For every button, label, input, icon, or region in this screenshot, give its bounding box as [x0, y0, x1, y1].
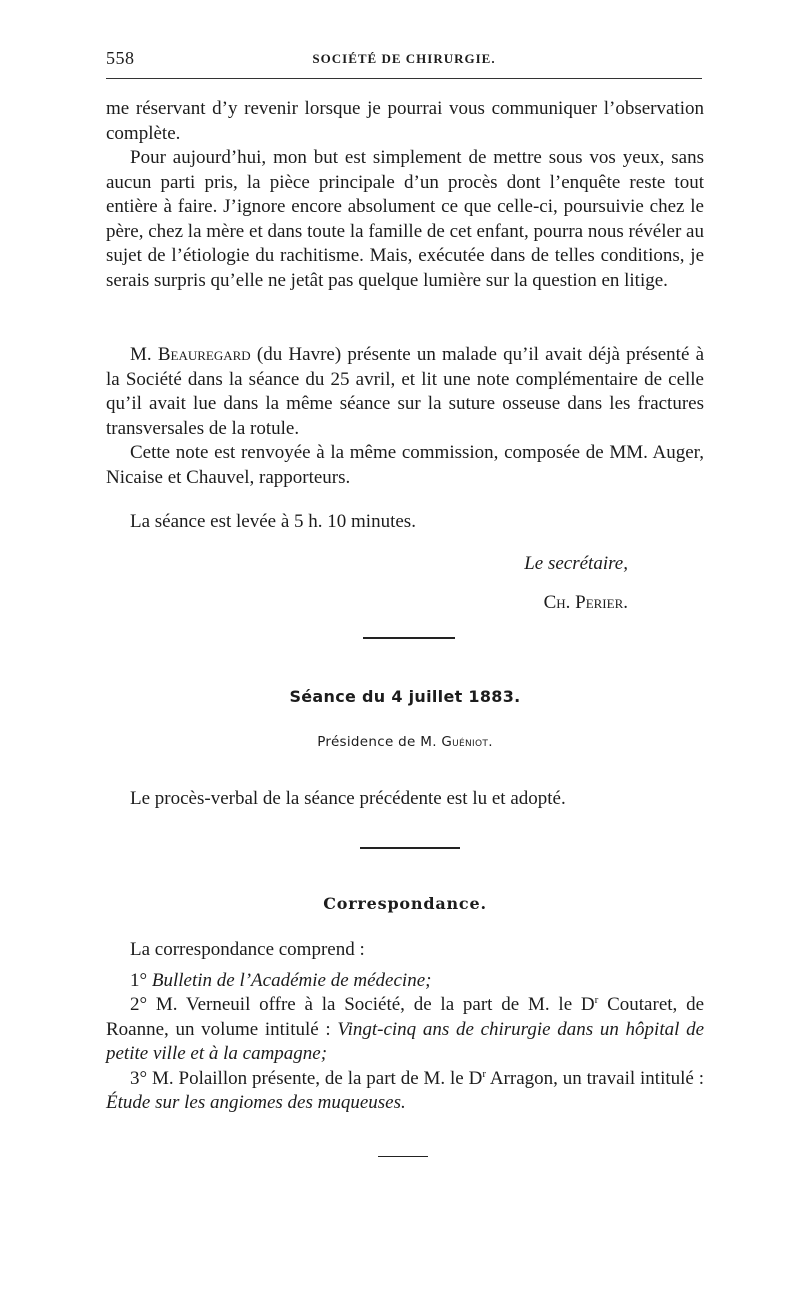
correspondance-item-3: 3° M. Polaillon présente, de la part de M. le $D^r$ Arragon, un travail intitulé : Étude sur les angiomes des muqueuses.	[106, 1067, 705, 1113]
text-block-levee	[106, 510, 704, 535]
text-block-proces-verbal	[106, 787, 704, 812]
author-prefix: M.	[130, 344, 152, 365]
section-divider-2	[360, 847, 460, 849]
paragraph-beauregard	[106, 343, 704, 441]
author-name: Beauregard	[157, 344, 251, 365]
text-block-correspondance	[106, 938, 704, 1116]
paragraph-beauregard-text: (du Havre) présente un malade qu’il avait déjà présenté à la Société dans la séance du 25 avril, et lit une note complémentaire de celle qu’il avait lue dans la même séance sur la suture osseuse dans les fractures transversales de la rotule.	[106, 344, 705, 439]
running-head: SOCIÉTÉ DE CHIRURGIE.	[312, 51, 496, 66]
page-number: 558	[106, 48, 135, 68]
item-2-title: Vingt-cinq ans de chirurgie dans un hôpital de petite ville et à la campagne;	[106, 1018, 705, 1064]
item-1-title: Bulletin de l’Académie de médecine;	[151, 969, 432, 991]
presidence-line: Présidence de M. Guéniot.	[317, 734, 493, 750]
paragraph-seance-levee: La séance est levée à 5 h. 10 minutes.	[130, 511, 416, 532]
section-divider-1	[363, 637, 455, 639]
correspondance-heading: Correspondance.	[323, 894, 487, 913]
paragraph-pour-aujourdhui: Pour aujourd’hui, mon but est simplement de mettre sous vos yeux, sans aucun parti pris, la pièce principale d’un procès dont l’enquête reste tout entière à faire. J’ignore encore absolument ce que celle-ci, poursuivie chez le père, chez la mère et dans toute la famille de cet enfant, pourra nous révéler au sujet de l’étiologie du rachitisme. Mais, exécutée dans de telles conditions, je serais surpris qu’elle ne jetât pas quelque lumière sur la question en litige.	[106, 147, 704, 291]
correspondance-item-2: 2° M. Verneuil offre à la Société, de la part de M. le $D^r$ Coutaret, de Roanne, un volume intitulé : Vingt-cinq ans de chirurgie dans un hôpital de petite ville et à la campagne;	[106, 994, 705, 1064]
paragraph-continuation: me réservant d’y revenir lorsque je pourrai vous communiquer l’observation complète.	[106, 98, 704, 144]
text-block-beauregard	[106, 343, 704, 490]
president-name: Guéniot.	[441, 734, 493, 750]
item-3-title: Étude sur les angiomes des muqueuses.	[106, 1092, 406, 1113]
header-rule	[106, 78, 702, 79]
signature-role: Le secrétaire,	[524, 553, 628, 574]
page-header	[106, 48, 702, 72]
seance-title: Séance du 4 juillet 1883.	[289, 687, 521, 706]
text-block-top	[106, 97, 704, 293]
paragraph-commission: Cette note est renvoyée à la même commission, composée de MM. Auger, Nicaise et Chauvel, rapporteurs.	[106, 442, 704, 488]
correspondance-item-1: 1° Bulletin de l’Académie de médecine;	[130, 969, 432, 991]
closing-divider	[378, 1156, 428, 1157]
paragraph-proces-verbal: Le procès-verbal de la séance précédente est lu et adopté.	[130, 788, 566, 809]
signature-name: Ch. Perier.	[543, 592, 628, 613]
correspondance-intro: La correspondance comprend :	[130, 939, 365, 960]
